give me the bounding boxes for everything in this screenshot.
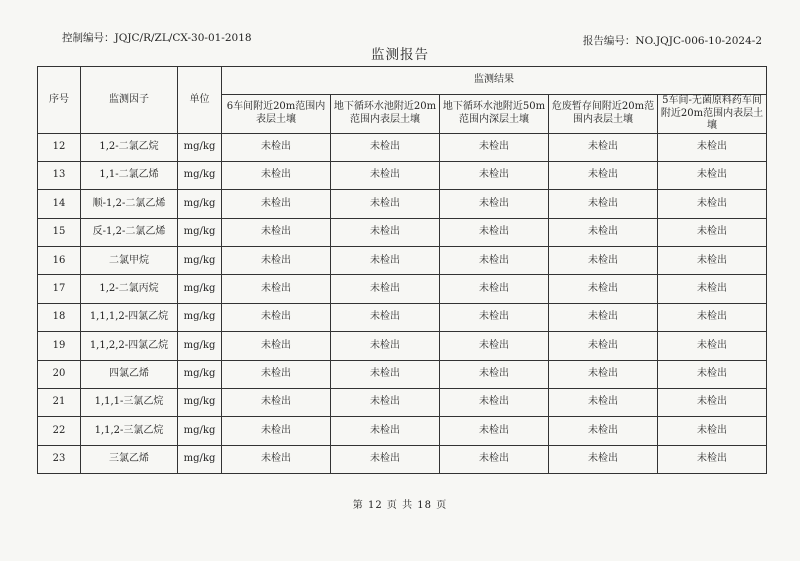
row-result: 未检出 bbox=[549, 190, 658, 218]
row-factor: 1,1-二氯乙烯 bbox=[81, 161, 178, 189]
row-unit: mg/kg bbox=[178, 190, 222, 218]
row-result: 未检出 bbox=[222, 161, 331, 189]
row-result: 未检出 bbox=[658, 389, 767, 417]
row-unit: mg/kg bbox=[178, 332, 222, 360]
row-factor: 1,1,1-三氯乙烷 bbox=[81, 389, 178, 417]
row-result: 未检出 bbox=[440, 445, 549, 473]
row-result: 未检出 bbox=[331, 218, 440, 246]
row-result: 未检出 bbox=[658, 247, 767, 275]
row-unit: mg/kg bbox=[178, 275, 222, 303]
row-result: 未检出 bbox=[440, 275, 549, 303]
row-result: 未检出 bbox=[440, 332, 549, 360]
row-result: 未检出 bbox=[549, 218, 658, 246]
row-unit: mg/kg bbox=[178, 218, 222, 246]
row-result: 未检出 bbox=[331, 275, 440, 303]
header-site-4: 危废暂存间附近20m范围内表层土壤 bbox=[549, 95, 658, 134]
page-total: 18 bbox=[417, 500, 433, 511]
row-result: 未检出 bbox=[222, 445, 331, 473]
row-unit: mg/kg bbox=[178, 445, 222, 473]
row-factor: 1,1,2,2-四氯乙烷 bbox=[81, 332, 178, 360]
table-row bbox=[38, 161, 767, 189]
header-results: 监测结果 bbox=[222, 67, 767, 95]
row-unit: mg/kg bbox=[178, 360, 222, 388]
row-unit: mg/kg bbox=[178, 417, 222, 445]
row-result: 未检出 bbox=[549, 275, 658, 303]
row-unit: mg/kg bbox=[178, 389, 222, 417]
table-row bbox=[38, 133, 767, 161]
row-result: 未检出 bbox=[331, 190, 440, 218]
row-result: 未检出 bbox=[222, 417, 331, 445]
row-result: 未检出 bbox=[440, 161, 549, 189]
row-factor: 反-1,2-二氯乙烯 bbox=[81, 218, 178, 246]
header-unit: 单位 bbox=[178, 67, 222, 134]
row-result: 未检出 bbox=[440, 190, 549, 218]
row-result: 未检出 bbox=[331, 161, 440, 189]
row-number: 20 bbox=[38, 360, 81, 388]
table-row bbox=[38, 417, 767, 445]
row-number: 13 bbox=[38, 161, 81, 189]
row-result: 未检出 bbox=[658, 133, 767, 161]
row-result: 未检出 bbox=[222, 332, 331, 360]
table-row bbox=[38, 190, 767, 218]
row-result: 未检出 bbox=[222, 247, 331, 275]
table-row bbox=[38, 275, 767, 303]
row-result: 未检出 bbox=[331, 133, 440, 161]
row-factor: 1,2-二氯乙烷 bbox=[81, 133, 178, 161]
row-result: 未检出 bbox=[440, 218, 549, 246]
table-row bbox=[38, 360, 767, 388]
row-number: 19 bbox=[38, 332, 81, 360]
row-result: 未检出 bbox=[658, 275, 767, 303]
header-site-5: 5车间-无菌原料药车间附近20m范围内表层土壤 bbox=[658, 95, 767, 134]
row-result: 未检出 bbox=[658, 190, 767, 218]
row-result: 未检出 bbox=[658, 360, 767, 388]
table-row bbox=[38, 332, 767, 360]
row-factor: 1,1,1,2-四氯乙烷 bbox=[81, 303, 178, 331]
row-result: 未检出 bbox=[549, 445, 658, 473]
table-row bbox=[38, 218, 767, 246]
row-result: 未检出 bbox=[658, 218, 767, 246]
row-result: 未检出 bbox=[331, 247, 440, 275]
page-current: 12 bbox=[367, 500, 383, 511]
header-seq: 序号 bbox=[38, 67, 81, 134]
row-number: 16 bbox=[38, 247, 81, 275]
row-factor: 三氯乙烯 bbox=[81, 445, 178, 473]
row-factor: 1,1,2-三氯乙烷 bbox=[81, 417, 178, 445]
row-number: 22 bbox=[38, 417, 81, 445]
row-result: 未检出 bbox=[222, 218, 331, 246]
row-result: 未检出 bbox=[440, 247, 549, 275]
header-site-1: 6车间附近20m范围内表层土壤 bbox=[222, 95, 331, 134]
row-result: 未检出 bbox=[331, 303, 440, 331]
row-result: 未检出 bbox=[549, 417, 658, 445]
row-number: 14 bbox=[38, 190, 81, 218]
row-unit: mg/kg bbox=[178, 133, 222, 161]
page-prefix: 第 bbox=[352, 500, 364, 511]
table-row bbox=[38, 445, 767, 473]
row-result: 未检出 bbox=[658, 303, 767, 331]
row-result: 未检出 bbox=[549, 360, 658, 388]
row-unit: mg/kg bbox=[178, 303, 222, 331]
row-result: 未检出 bbox=[658, 445, 767, 473]
row-result: 未检出 bbox=[440, 133, 549, 161]
row-result: 未检出 bbox=[222, 303, 331, 331]
row-result: 未检出 bbox=[549, 247, 658, 275]
header-site-2: 地下循环水池附近20m范围内表层土壤 bbox=[331, 95, 440, 134]
row-factor: 二氯甲烷 bbox=[81, 247, 178, 275]
row-result: 未检出 bbox=[222, 275, 331, 303]
row-factor: 四氯乙烯 bbox=[81, 360, 178, 388]
header-site-3: 地下循环水池附近50m范围内深层土壤 bbox=[440, 95, 549, 134]
row-result: 未检出 bbox=[658, 417, 767, 445]
row-result: 未检出 bbox=[549, 303, 658, 331]
row-result: 未检出 bbox=[331, 389, 440, 417]
row-result: 未检出 bbox=[549, 161, 658, 189]
row-result: 未检出 bbox=[222, 389, 331, 417]
page-suffix: 页 bbox=[436, 500, 448, 511]
row-number: 12 bbox=[38, 133, 81, 161]
row-result: 未检出 bbox=[549, 389, 658, 417]
table-row bbox=[38, 303, 767, 331]
row-number: 17 bbox=[38, 275, 81, 303]
row-number: 23 bbox=[38, 445, 81, 473]
row-unit: mg/kg bbox=[178, 247, 222, 275]
row-result: 未检出 bbox=[440, 417, 549, 445]
row-result: 未检出 bbox=[222, 133, 331, 161]
row-number: 21 bbox=[38, 389, 81, 417]
row-result: 未检出 bbox=[440, 360, 549, 388]
row-result: 未检出 bbox=[331, 417, 440, 445]
report-number: 报告编号：NO.JQJC-006-10-2024-2 bbox=[582, 35, 762, 47]
row-result: 未检出 bbox=[658, 161, 767, 189]
row-result: 未检出 bbox=[549, 133, 658, 161]
row-result: 未检出 bbox=[440, 389, 549, 417]
control-number: 控制编号：JQJC/R/ZL/CX-30-01-2018 bbox=[62, 32, 252, 44]
row-number: 15 bbox=[38, 218, 81, 246]
row-result: 未检出 bbox=[440, 303, 549, 331]
row-factor: 1,2-二氯丙烷 bbox=[81, 275, 178, 303]
row-result: 未检出 bbox=[331, 332, 440, 360]
table-row bbox=[38, 247, 767, 275]
row-factor: 顺-1,2-二氯乙烯 bbox=[81, 190, 178, 218]
table-row bbox=[38, 389, 767, 417]
row-unit: mg/kg bbox=[178, 161, 222, 189]
row-result: 未检出 bbox=[658, 332, 767, 360]
page-footer bbox=[0, 496, 800, 511]
page-mid: 页 共 bbox=[386, 500, 414, 511]
header-factor: 监测因子 bbox=[81, 67, 178, 134]
row-result: 未检出 bbox=[222, 360, 331, 388]
page-title: 监测报告 bbox=[371, 47, 429, 63]
row-result: 未检出 bbox=[331, 360, 440, 388]
row-number: 18 bbox=[38, 303, 81, 331]
row-result: 未检出 bbox=[549, 332, 658, 360]
row-result: 未检出 bbox=[222, 190, 331, 218]
results-table bbox=[37, 66, 767, 474]
row-result: 未检出 bbox=[331, 445, 440, 473]
